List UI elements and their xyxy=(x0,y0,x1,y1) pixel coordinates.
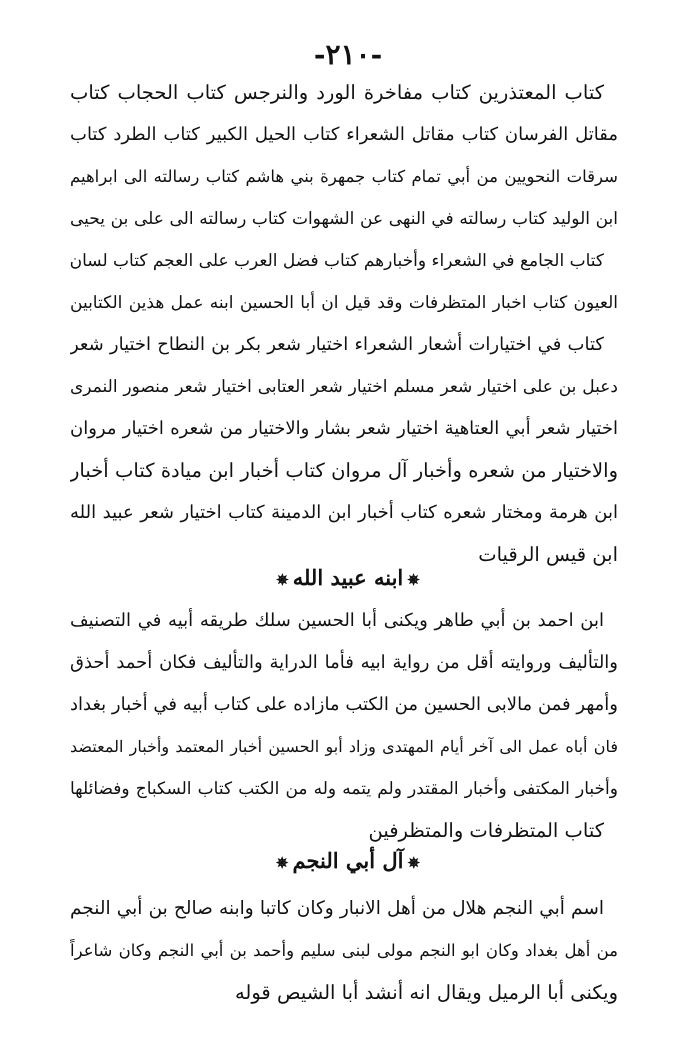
text-line: كتاب الجامع في الشعراء وأخبارهم كتاب فضل العرب على العجم كتاب لسان xyxy=(70,251,604,271)
section-heading xyxy=(0,840,696,882)
text-line: ابن قيس الرقيات xyxy=(478,543,618,566)
text-line: كتاب المعتذرين كتاب مفاخرة الورد والنرجس كتاب الحجاب كتاب xyxy=(70,81,604,104)
text-line: اسم أبي النجم هلال من أهل الانبار وكان كاتبا وابنه صالح بن أبي النجم xyxy=(70,898,604,919)
text-line: ابن هرمة ومختار شعره كتاب أخبار ابن الدمينة كتاب اختيار شعر عبيد الله xyxy=(70,502,618,523)
biography-paragraph xyxy=(70,600,618,852)
text-line: سرقات النحويين من أبي تمام كتاب جمهرة بني هاشم كتاب رسالته الى ابراهيم xyxy=(70,167,618,186)
family-paragraph xyxy=(70,888,618,1014)
page-number: -٢١٠- xyxy=(313,38,383,71)
text-line: كتاب في اختيارات أشعار الشعراء اختيار شعر بكر بن النطاح اختيار شعر xyxy=(70,334,604,355)
book-list-paragraph xyxy=(70,72,618,576)
section-heading xyxy=(0,557,696,599)
text-line: اختيار شعر أبي العتاهية اختيار شعر بشار والاختيار من شعره اختيار مروان xyxy=(70,418,618,439)
text-line: ويكنى أبا الرميل ويقال انه أنشد أبا الشيص قوله xyxy=(234,981,618,1004)
text-line: دعبل بن على اختيار شعر مسلم اختيار شعر العتابى اختيار شعر منصور النمرى xyxy=(70,377,618,397)
text-line: كتاب المتظرفات والمتظرفين xyxy=(368,819,604,842)
text-line: وأخبار المكتفى وأخبار المقتدر ولم يتمه وله من الكتب كتاب السكباج وفضائلها xyxy=(70,779,618,799)
text-line: العيون كتاب اخبار المتظرفات وقد قيل ان أبا الحسين ابنه عمل هذين الكتابين xyxy=(70,293,618,313)
text-line: وأمهر فمن مالابى الحسين من الكتب مازاده على كتاب أبيه في أخبار بغداد xyxy=(70,694,618,715)
text-line: فان أباه عمل الى آخر أيام المهتدى وزاد أبو الحسين أخبار المعتمد وأخبار المعتضد xyxy=(70,737,618,756)
section-heading-text: آل أبي النجم xyxy=(292,848,404,873)
text-line: ابن احمد بن أبي طاهر ويكنى أبا الحسين سلك طريقه أبيه في التصنيف xyxy=(70,610,604,631)
text-line: من أهل بغداد وكان ابو النجم مولى لبنى سليم وأحمد بن أبي النجم وكان شاعراً xyxy=(70,941,618,960)
text-line: والاختيار من شعره وأخبار آل مروان كتاب أخبار ابن ميادة كتاب أخبار xyxy=(70,459,618,482)
text-line: والتأليف وروايته أقل من رواية ابيه فأما الدراية والتأليف فكان أحمد أحذق xyxy=(70,652,618,673)
ornament-star-icon: ✵ xyxy=(275,853,289,872)
text-line: مقاتل الفرسان كتاب مقاتل الشعراء كتاب الحيل الكبير كتاب الطرد كتاب xyxy=(70,124,618,145)
ornament-star-icon: ✵ xyxy=(407,853,421,872)
text-line: ابن الوليد كتاب رسالته في النهى عن الشهوات كتاب رسالته الى على بن يحيى xyxy=(70,209,618,229)
ornament-star-icon: ✵ xyxy=(407,570,420,589)
section-heading-text: ابنه عبيد الله xyxy=(292,565,404,590)
ornament-star-icon: ✵ xyxy=(276,570,289,589)
